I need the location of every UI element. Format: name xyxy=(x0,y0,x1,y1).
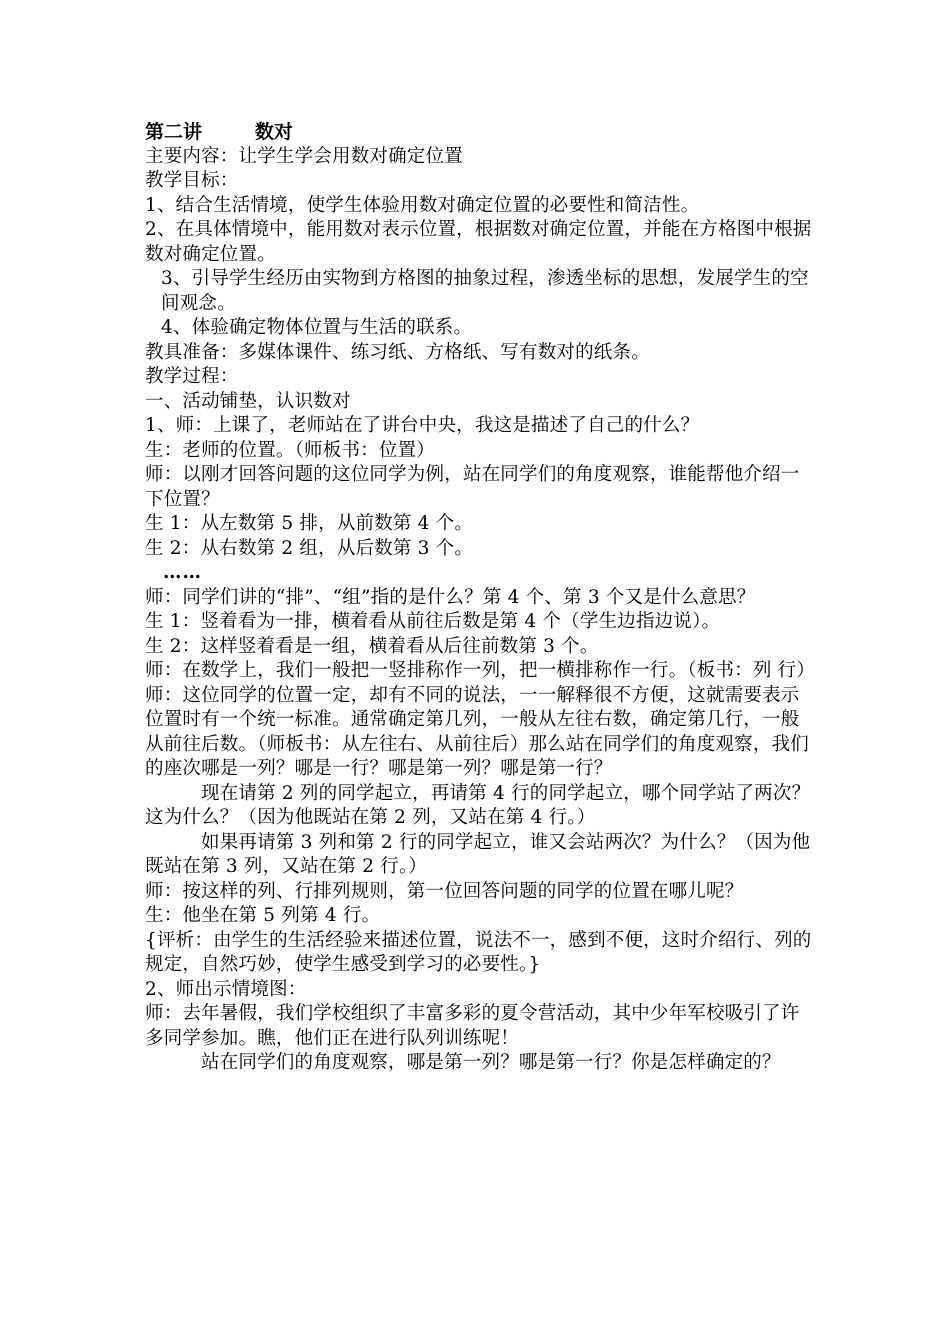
paragraph-student-d: 生 2：这样竖着看是一组，横着看从后往前数第 3 个。 xyxy=(145,635,599,657)
objectives-heading: 教学目标： xyxy=(145,170,239,191)
document-page xyxy=(145,120,815,1076)
paragraph-teacher-3: 师：同学们讲的“排”、“组”指的是什么？第 4 个、第 3 个又是什么意思？ xyxy=(145,586,756,608)
paragraph-standup-1: 现在请第 2 列的同学起立，再请第 4 行的同学起立，哪个同学站了两次？这为什么？（因为他既站在第 2 列，又站在第 4 行。） xyxy=(145,782,811,828)
paragraph-teacher-2: 师：以刚才回答问题的这位同学为例，站在同学们的角度观察，谁能帮他介绍一下位置？ xyxy=(145,464,800,510)
ellipsis: …… xyxy=(163,562,202,583)
paragraph-teacher-5: 师：这位同学的位置一定，却有不同的说法，一一解释很不方便，这就需要表示位置时有一个统一标准。通常确定第几列，一般从左往右数，确定第几行，一般从前往后数。（师板书：从左往右、从前往后）那么站在同学们的角度观察，我们的座次哪是一列？哪是一行？哪是第一列？哪是第一行？ xyxy=(145,684,809,779)
materials: 教具准备：多媒体课件、练习纸、方格纸、写有数对的纸条。 xyxy=(145,341,650,363)
process-heading: 教学过程： xyxy=(145,366,239,387)
lecture-title: 第二讲 数对 xyxy=(145,121,293,143)
paragraph-student-a: 生 1：从左数第 5 排，从前数第 4 个。 xyxy=(145,513,474,534)
section-1-heading: 一、活动铺垫，认识数对 xyxy=(145,390,351,412)
paragraph-standup-2: 如果再请第 3 列和第 2 行的同学起立，谁又会站两次？为什么？（因为他既站在第 3 列，又站在第 2 行。） xyxy=(145,831,811,877)
paragraph-student-c: 生 1：竖着看为一排，横着看从前往后数是第 4 个（学生边指边说）。 xyxy=(145,611,721,632)
paragraph-teacher-6: 师：按这样的列、行排列规则，第一位回答问题的同学的位置在哪儿呢？ xyxy=(145,880,744,902)
objective-1: 1、结合生活情境，使学生体验用数对确定位置的必要性和简洁性。 xyxy=(145,194,700,216)
objective-2: 2、在具体情境中，能用数对表示位置，根据数对确定位置，并能在方格图中根据数对确定位置。 xyxy=(145,219,812,265)
objective-3: 3、引导学生经历由实物到方格图的抽象过程，渗透坐标的思想，发展学生的空间观念。 xyxy=(161,268,809,314)
paragraph-teacher-1: 1、师：上课了，老师站在了讲台中央，我这是描述了自己的什么？ xyxy=(145,415,700,436)
paragraph-teacher-7: 师：去年暑假，我们学校组织了丰富多彩的夏令营活动，其中少年军校吸引了许多同学参加。瞧，他们正在进行队列训练呢！ xyxy=(145,1003,800,1049)
main-content: 主要内容：让学生学会用数对确定位置 xyxy=(145,145,463,167)
commentary: {评析：由学生的生活经验来描述位置，说法不一，感到不便，这时介绍行、列的规定，自然巧妙，使学生感受到学习的必要性。} xyxy=(145,929,812,975)
paragraph-teacher-4: 师：在数学上，我们一般把一竖排称作一列，把一横排称作一行。（板书：列 行） xyxy=(145,660,816,681)
section-2-heading: 2、师出示情境图： xyxy=(145,978,307,1000)
paragraph-student-b: 生 2：从右数第 2 组，从后数第 3 个。 xyxy=(145,537,474,559)
paragraph-student-1: 生：老师的位置。（师板书：位置） xyxy=(145,439,435,461)
objective-4: 4、体验确定物体位置与生活的联系。 xyxy=(161,317,473,338)
paragraph-question: 站在同学们的角度观察，哪是第一列？哪是第一行？你是怎样确定的？ xyxy=(201,1052,781,1073)
paragraph-student-2: 生：他坐在第 5 列第 4 行。 xyxy=(145,905,381,926)
